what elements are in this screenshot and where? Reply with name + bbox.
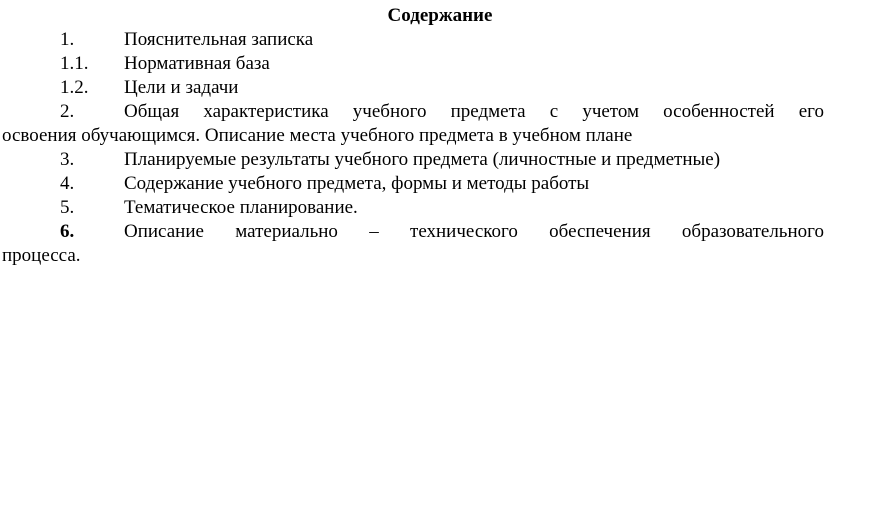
toc-item-number: 1. (60, 29, 75, 50)
toc-item-number: 3. (60, 149, 75, 170)
toc-item-number: 1.1. (60, 53, 89, 74)
toc-item-number: 4. (60, 173, 75, 194)
toc-item-text: Цели и задачи (124, 77, 239, 98)
toc-item-text: Планируемые результаты учебного предмета (личностные и предметные) (124, 149, 721, 170)
toc-item-text: Тематическое планирование. (124, 197, 358, 218)
toc-item-continuation: освоения обучающимся. Описание места учебного предмета в учебном плане (2, 125, 633, 146)
document-title: Содержание (387, 5, 493, 26)
toc-item-text: Содержание учебного предмета, формы и методы работы (124, 173, 590, 194)
toc-item-text: Описание материально – технического обеспечения образовательного (124, 221, 824, 242)
toc-item-continuation: процесса. (2, 245, 81, 266)
toc-item-text: Общая характеристика учебного предмета с учетом особенностей его (124, 101, 824, 122)
toc-item-2 (0, 100, 824, 124)
toc-item-number: 5. (60, 197, 75, 218)
toc-item-number: 6. (60, 221, 75, 242)
toc-item-number: 2. (60, 101, 75, 122)
toc-item-6 (0, 220, 824, 244)
toc-item-text: Пояснительная записка (124, 29, 314, 50)
toc-item-text: Нормативная база (124, 53, 270, 74)
toc-item-number: 1.2. (60, 77, 89, 98)
